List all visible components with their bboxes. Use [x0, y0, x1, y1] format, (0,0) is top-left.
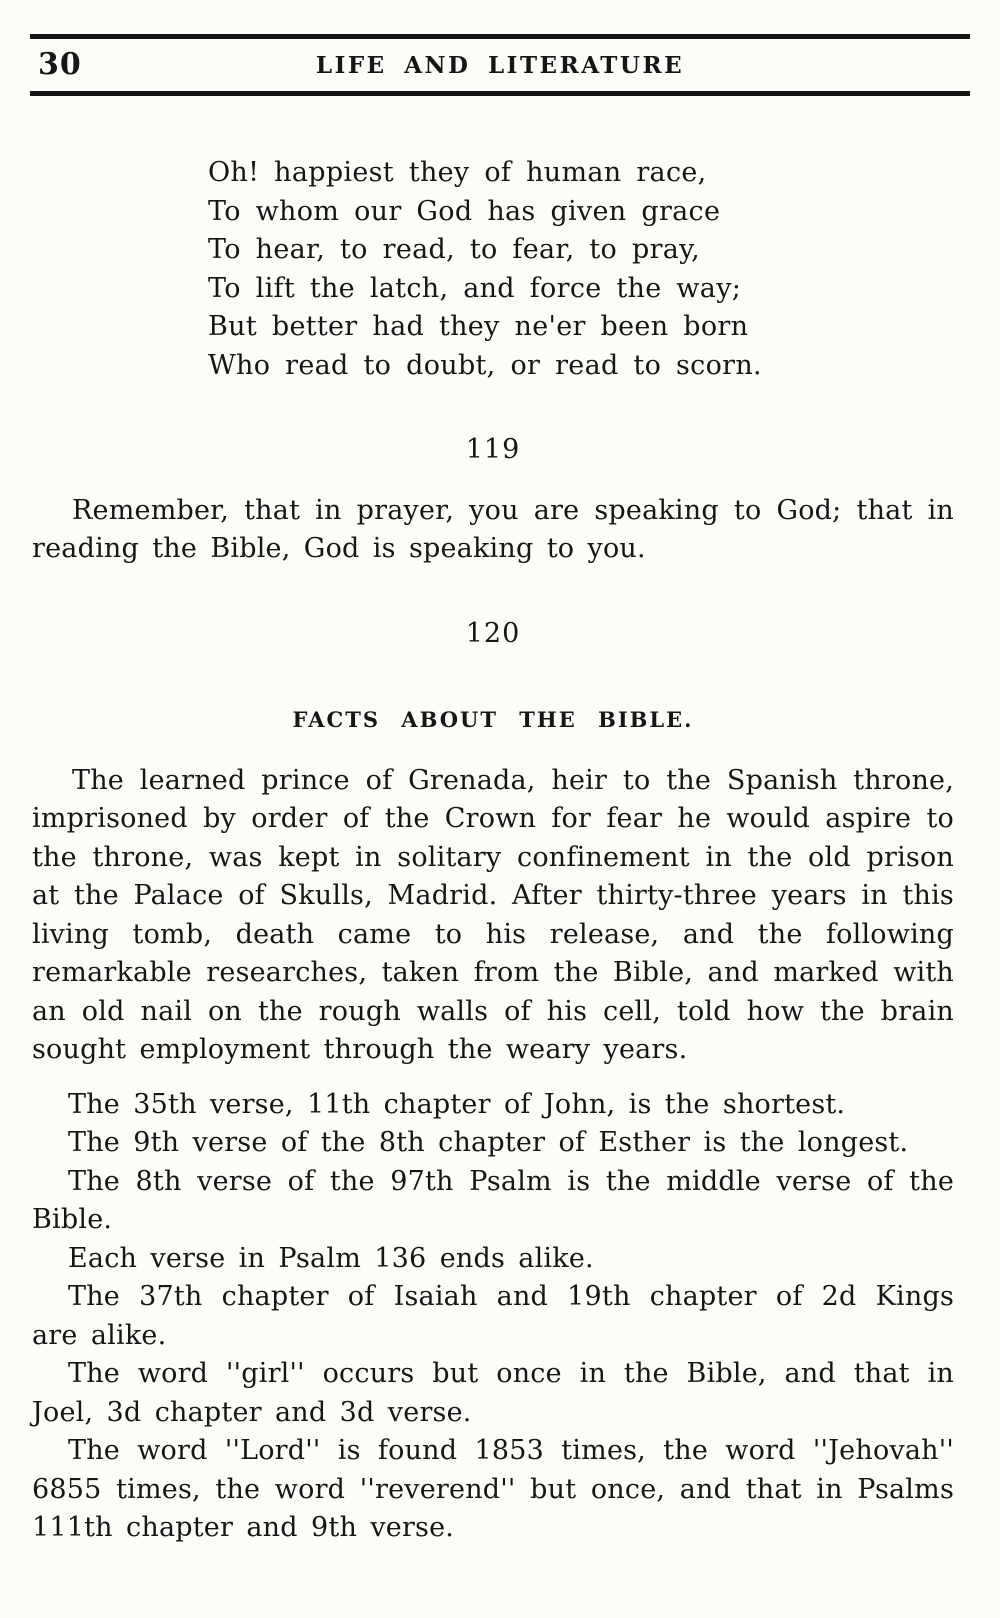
book-page	[0, 34, 1000, 1618]
section-119-text: Remember, that in prayer, you are speaking to God; that in reading the Bible, God is speaking to you.	[32, 494, 954, 564]
facts-intro: The learned prince of Grenada, heir to the Spanish throne, imprisoned by order of the Crown for fear he would aspire to the throne, was kept in solitary confinement in the old prison at the Palace of Skulls, Madrid. After thirty-three years in this living tomb, death came to his release, and the following remarkable researches, taken from the Bible, and marked with an old nail on the rough walls of his cell, told how the brain sought employment through the weary years.	[32, 764, 954, 1065]
poem-line: To whom our God has given grace	[208, 195, 721, 227]
running-title: LIFE AND LITERATURE	[315, 52, 685, 79]
poem-line: Who read to doubt, or read to scorn.	[208, 349, 762, 381]
fact-item: The word ''Lord'' is found 1853 times, the word ''Jehovah'' 6855 times, the word ''reverend'' but once, and that in Psalms 111th chapter and 9th verse.	[32, 1435, 954, 1543]
poem-line: But better had they ne'er been born	[208, 311, 749, 342]
page-header	[30, 39, 970, 91]
facts-heading: FACTS ABOUT THE BIBLE.	[292, 707, 694, 732]
section-number-120: 120	[465, 617, 521, 649]
fact-item: The 9th verse of the 8th chapter of Esther is the longest.	[68, 1127, 909, 1158]
fact-item: Each verse in Psalm 136 ends alike.	[68, 1242, 594, 1274]
poem	[208, 154, 954, 385]
fact-item: The 8th verse of the 97th Psalm is the middle verse of the Bible.	[32, 1165, 954, 1235]
fact-item: The 35th verse, 11th chapter of John, is the shortest.	[68, 1088, 846, 1120]
poem-line: To lift the latch, and force the way;	[208, 272, 742, 304]
fact-item: The 37th chapter of Isaiah and 19th chapter of 2d Kings are alike.	[32, 1281, 954, 1351]
section-number-119: 119	[465, 434, 521, 465]
poem-line: To hear, to read, to fear, to pray,	[208, 234, 701, 265]
fact-item: The word ''girl'' occurs but once in the Bible, and that in Joel, 3d chapter and 3d verse.	[32, 1358, 954, 1428]
header-rule	[30, 91, 970, 96]
facts-list	[32, 1086, 954, 1548]
page-content	[32, 154, 954, 1548]
page-number: 30	[38, 47, 82, 82]
poem-line: Oh! happiest they of human race,	[208, 157, 707, 188]
